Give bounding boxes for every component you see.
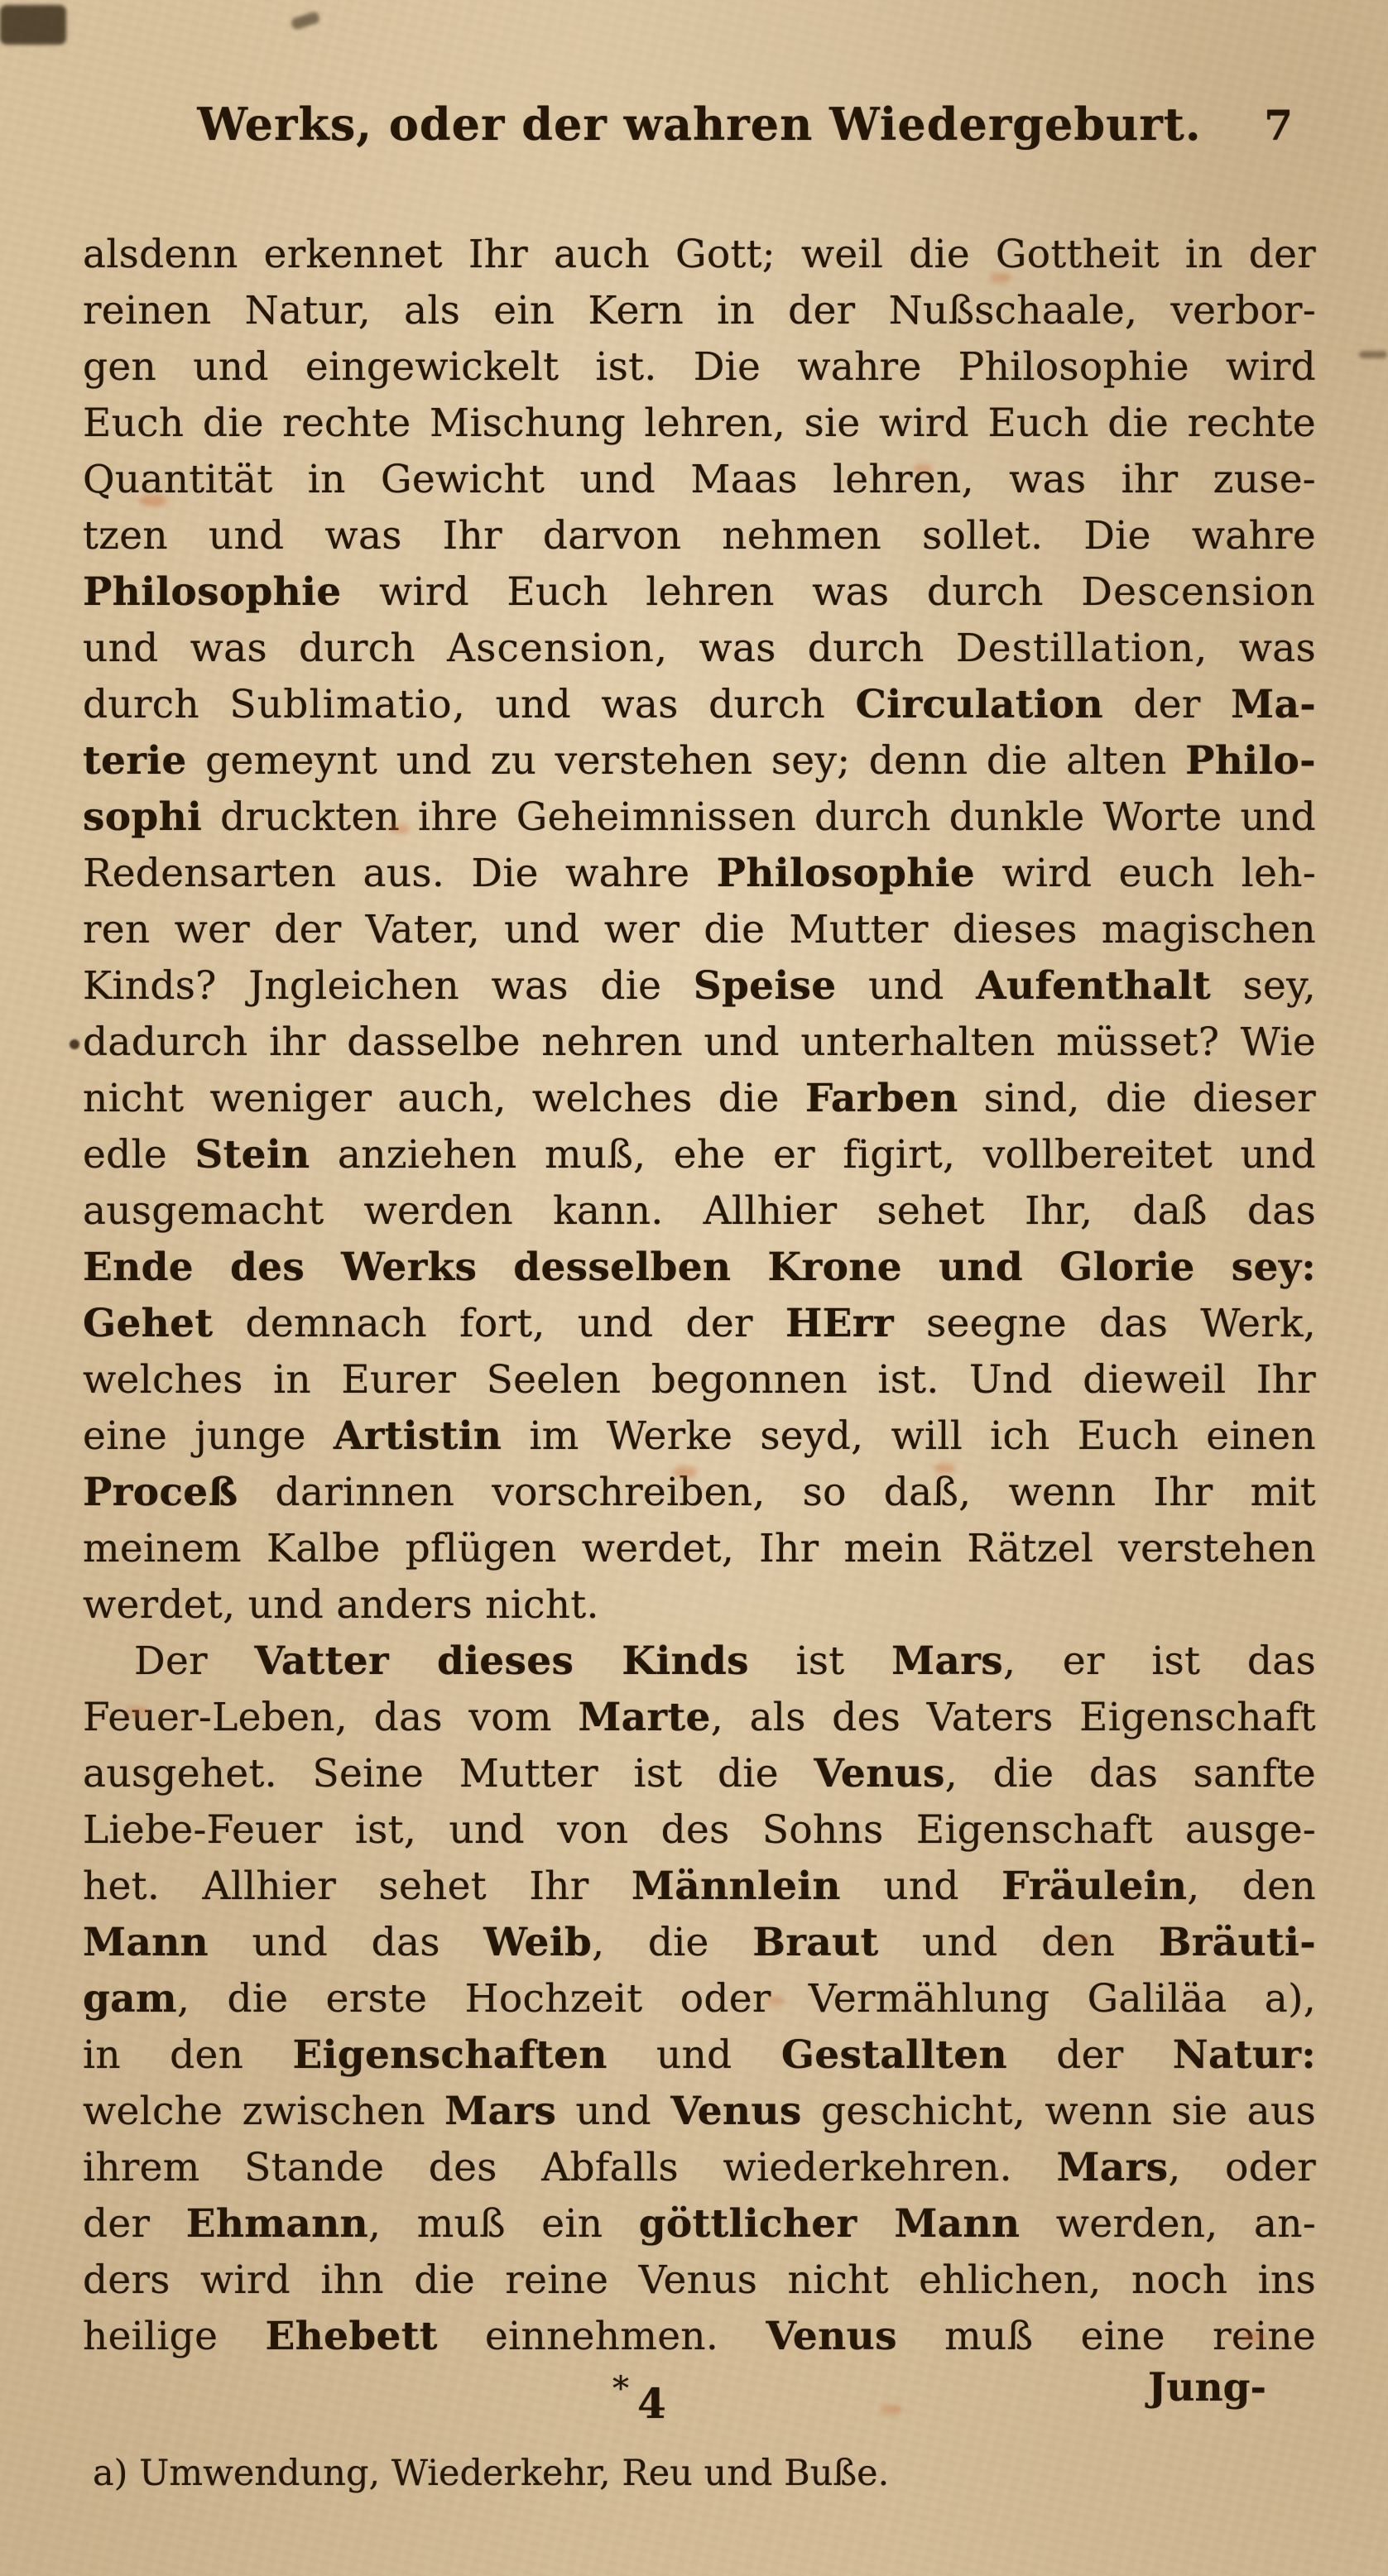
text-segment: der: [1102, 682, 1232, 727]
text-line: [83, 846, 1316, 902]
signature-star: *: [612, 2370, 629, 2408]
text-segment: Mars: [1056, 2145, 1169, 2190]
text-segment: Männlein: [631, 1864, 841, 1909]
text-segment: ist: [748, 1638, 892, 1684]
text-segment: Ehebett: [265, 2314, 438, 2359]
text-segment: Artistin: [333, 1413, 502, 1459]
text-segment: Destillation: [955, 626, 1195, 671]
text-segment: Liebe-Feuer ist, und von des Sohns Eigenschaft ausge-: [83, 1807, 1316, 1853]
text-segment: tzen und was Ihr darvon nehmen sollet. Die wahre: [83, 513, 1316, 559]
text-segment: und das: [209, 1920, 484, 1965]
running-title: Werks, oder der wahren Wiedergeburt.: [197, 98, 1202, 151]
text-line: [83, 1183, 1316, 1240]
text-segment: welches in Eurer Seelen begonnen ist. Und dieweil Ihr: [83, 1357, 1316, 1403]
text-segment: Philosophie: [716, 851, 976, 896]
text-segment: druckten ihre Geheimnissen durch dunkle Worte und: [202, 794, 1316, 840]
text-line: [83, 1690, 1316, 1746]
text-line: [83, 677, 1316, 733]
text-segment: und: [840, 1864, 1002, 1909]
text-segment: , die: [592, 1920, 753, 1965]
text-segment: Natur:: [1172, 2032, 1317, 2078]
text-line: [83, 2140, 1316, 2196]
text-segment: Redensarten aus. Die wahre: [83, 851, 717, 896]
text-segment: Kinds? Jngleichen was die: [83, 963, 694, 1009]
text-segment: anziehen muß, ehe er figirt, vollbereitet und: [310, 1132, 1317, 1178]
text-line: [83, 1071, 1316, 1127]
text-line: [83, 1296, 1316, 1352]
text-segment: HErr: [785, 1301, 894, 1346]
text-segment: Ende des Werks desselben Krone und Glorie sey:: [83, 1245, 1316, 1290]
text-segment: Der: [134, 1638, 255, 1684]
text-segment: und was durch: [83, 626, 448, 671]
text-segment: und: [607, 2032, 781, 2078]
text-segment: werden, an-: [1020, 2201, 1317, 2247]
text-segment: der: [83, 2201, 186, 2247]
text-segment: Weib: [483, 1920, 593, 1965]
text-line: [83, 621, 1316, 677]
text-segment: nicht weniger auch, welches die: [83, 1076, 805, 1121]
text-segment: ausgemacht werden kann. Allhier sehet Ihr, daß das: [83, 1188, 1316, 1234]
text-segment: , was: [1194, 626, 1316, 671]
text-line: [83, 1802, 1316, 1859]
text-segment: werdet, und anders nicht.: [83, 1582, 599, 1628]
text-segment: seegne das Werk,: [893, 1301, 1316, 1346]
text-segment: und: [836, 963, 977, 1009]
text-segment: Descension: [1081, 569, 1316, 615]
text-segment: Venus: [766, 2314, 897, 2359]
text-line: [83, 2027, 1316, 2084]
text-line: [83, 227, 1316, 283]
text-segment: in den: [83, 2032, 293, 2078]
text-segment: gam: [83, 1976, 177, 2022]
text-segment: Mann: [83, 1920, 209, 1965]
text-segment: Quantität in Gewicht und Maas lehren, was ihr zuse-: [83, 457, 1316, 502]
text-segment: Circulation: [855, 682, 1103, 727]
text-segment: eine junge: [83, 1413, 334, 1459]
text-segment: , muß ein: [368, 2201, 639, 2247]
text-line: [83, 1465, 1316, 1521]
text-segment: darinnen vorschreiben, so daß, wenn Ihr mit: [238, 1470, 1316, 1515]
text-line: [83, 1577, 1316, 1633]
text-segment: Sublimatio: [229, 682, 453, 727]
text-segment: reinen Natur, als ein Kern in der Nußschaale, verbor-: [83, 288, 1316, 333]
text-line: [83, 339, 1316, 396]
text-segment: Braut: [752, 1920, 879, 1965]
text-line: [83, 452, 1316, 508]
text-line: [83, 1352, 1316, 1408]
text-line: [83, 1971, 1316, 2027]
text-segment: Gehet: [83, 1301, 214, 1346]
text-line: [83, 733, 1316, 789]
text-line: [83, 958, 1316, 1015]
catchword: Jung-: [1148, 2365, 1266, 2411]
text-line: [83, 396, 1316, 452]
text-segment: ders wird ihn die reine Venus nicht ehlichen, noch ins: [83, 2257, 1316, 2303]
text-segment: Feuer-Leben, das vom: [83, 1695, 579, 1740]
text-segment: Vatter dieses Kinds: [254, 1638, 749, 1684]
text-line: [83, 789, 1316, 846]
text-segment: alsdenn erkennet Ihr auch Gott; weil die Gottheit in der: [83, 232, 1316, 277]
text-segment: Gestallten: [780, 2032, 1007, 2078]
text-line: [83, 1633, 1316, 1690]
text-segment: Ehmann: [185, 2201, 369, 2247]
text-line: [83, 1127, 1316, 1183]
text-line: [83, 1240, 1316, 1296]
text-segment: Philo-: [1185, 738, 1316, 784]
text-segment: Fräulein: [1001, 1864, 1188, 1909]
text-segment: Marte: [578, 1695, 711, 1740]
text-line: [83, 2252, 1316, 2309]
ink-smudge: [291, 11, 321, 31]
text-segment: Farben: [804, 1076, 958, 1121]
text-line: [83, 2084, 1316, 2140]
text-segment: Aufenthalt: [976, 963, 1212, 1009]
text-segment: göttlicher Mann: [638, 2201, 1021, 2247]
text-segment: sophi: [83, 794, 203, 840]
text-segment: wird Euch lehren was durch: [341, 569, 1082, 615]
text-segment: Philosophie: [83, 569, 342, 615]
text-segment: edle: [83, 1132, 195, 1178]
text-segment: gen und eingewickelt ist. Die wahre Philosophie wird: [83, 344, 1316, 390]
text-segment: Speise: [693, 963, 837, 1009]
text-segment: durch: [83, 682, 230, 727]
signature-number: 4: [637, 2379, 666, 2428]
footnote: a) Umwendung, Wiederkehr, Reu und Buße.: [93, 2453, 890, 2494]
text-line: [83, 2309, 1316, 2365]
text-line: [83, 1408, 1316, 1465]
text-segment: Stein: [195, 1132, 310, 1178]
text-segment: ihrem Stande des Abfalls wiederkehren.: [83, 2145, 1057, 2190]
text-segment: meinem Kalbe pflügen werdet, Ihr mein Rätzel verstehen: [83, 1526, 1316, 1571]
text-segment: Mars: [891, 1638, 1003, 1684]
text-line: [83, 564, 1316, 621]
margin-dot: [70, 1039, 79, 1049]
text-line: [83, 1015, 1316, 1071]
text-segment: Euch die rechte Mischung lehren, sie wird Euch die rechte: [83, 401, 1316, 446]
text-segment: Ascension: [447, 626, 656, 671]
text-segment: , die das sanfte: [944, 1751, 1316, 1796]
signature-mark: [612, 2370, 666, 2428]
text-line: [83, 1859, 1316, 1915]
page-number: 7: [1264, 101, 1293, 150]
text-line: [83, 1521, 1316, 1577]
text-segment: Venus: [814, 1751, 945, 1796]
text-segment: und den: [878, 1920, 1159, 1965]
text-segment: Proceß: [83, 1470, 238, 1515]
text-line: [83, 1746, 1316, 1802]
text-segment: , die erste Hochzeit oder Vermählung Galiläa a),: [176, 1976, 1316, 2022]
text-line: [83, 1915, 1316, 1971]
text-segment: Venus: [670, 2089, 802, 2134]
text-segment: het. Allhier sehet Ihr: [83, 1864, 632, 1909]
text-segment: terie: [83, 738, 187, 784]
text-segment: , als des Vaters Eigenschaft: [710, 1695, 1316, 1740]
text-segment: demnach fort, und der: [213, 1301, 785, 1346]
text-segment: dadurch ihr dasselbe nehren und unterhalten müsset? Wie: [83, 1019, 1316, 1065]
text-segment: welche zwischen: [83, 2089, 445, 2134]
text-segment: heilige: [83, 2314, 266, 2359]
text-segment: ren wer der Vater, und wer die Mutter dieses magischen: [83, 907, 1316, 952]
ink-smudge: [0, 5, 66, 45]
text-segment: ausgehet. Seine Mutter ist die: [83, 1751, 814, 1796]
text-line: [83, 283, 1316, 339]
text-line: [83, 2196, 1316, 2252]
body-text: [83, 227, 1316, 2365]
text-segment: , und was durch: [452, 682, 856, 727]
text-segment: , er ist das: [1003, 1638, 1316, 1684]
text-segment: Bräuti-: [1158, 1920, 1317, 1965]
text-segment: geschicht, wenn sie aus: [801, 2089, 1316, 2134]
text-line: [83, 902, 1316, 958]
text-segment: , oder: [1168, 2145, 1316, 2190]
ink-smudge: [1359, 351, 1387, 358]
text-segment: wird euch leh-: [975, 851, 1317, 896]
text-segment: sey,: [1211, 963, 1317, 1009]
text-segment: Ma-: [1231, 682, 1317, 727]
signature-line: [83, 2365, 1316, 2441]
text-segment: gemeynt und zu verstehen sey; denn die alten: [186, 738, 1186, 784]
text-segment: einnehmen.: [437, 2314, 766, 2359]
page-header: [83, 98, 1316, 169]
text-segment: , was durch: [655, 626, 956, 671]
text-segment: sind, die dieser: [958, 1076, 1317, 1121]
text-line: [83, 508, 1316, 564]
text-segment: Eigenschaften: [292, 2032, 608, 2078]
text-segment: Mars: [444, 2089, 557, 2134]
text-segment: , den: [1187, 1864, 1316, 1909]
text-segment: der: [1006, 2032, 1173, 2078]
text-segment: und: [556, 2089, 671, 2134]
text-segment: im Werke seyd, will ich Euch einen: [502, 1413, 1316, 1459]
text-segment: muß eine reine: [896, 2314, 1317, 2359]
